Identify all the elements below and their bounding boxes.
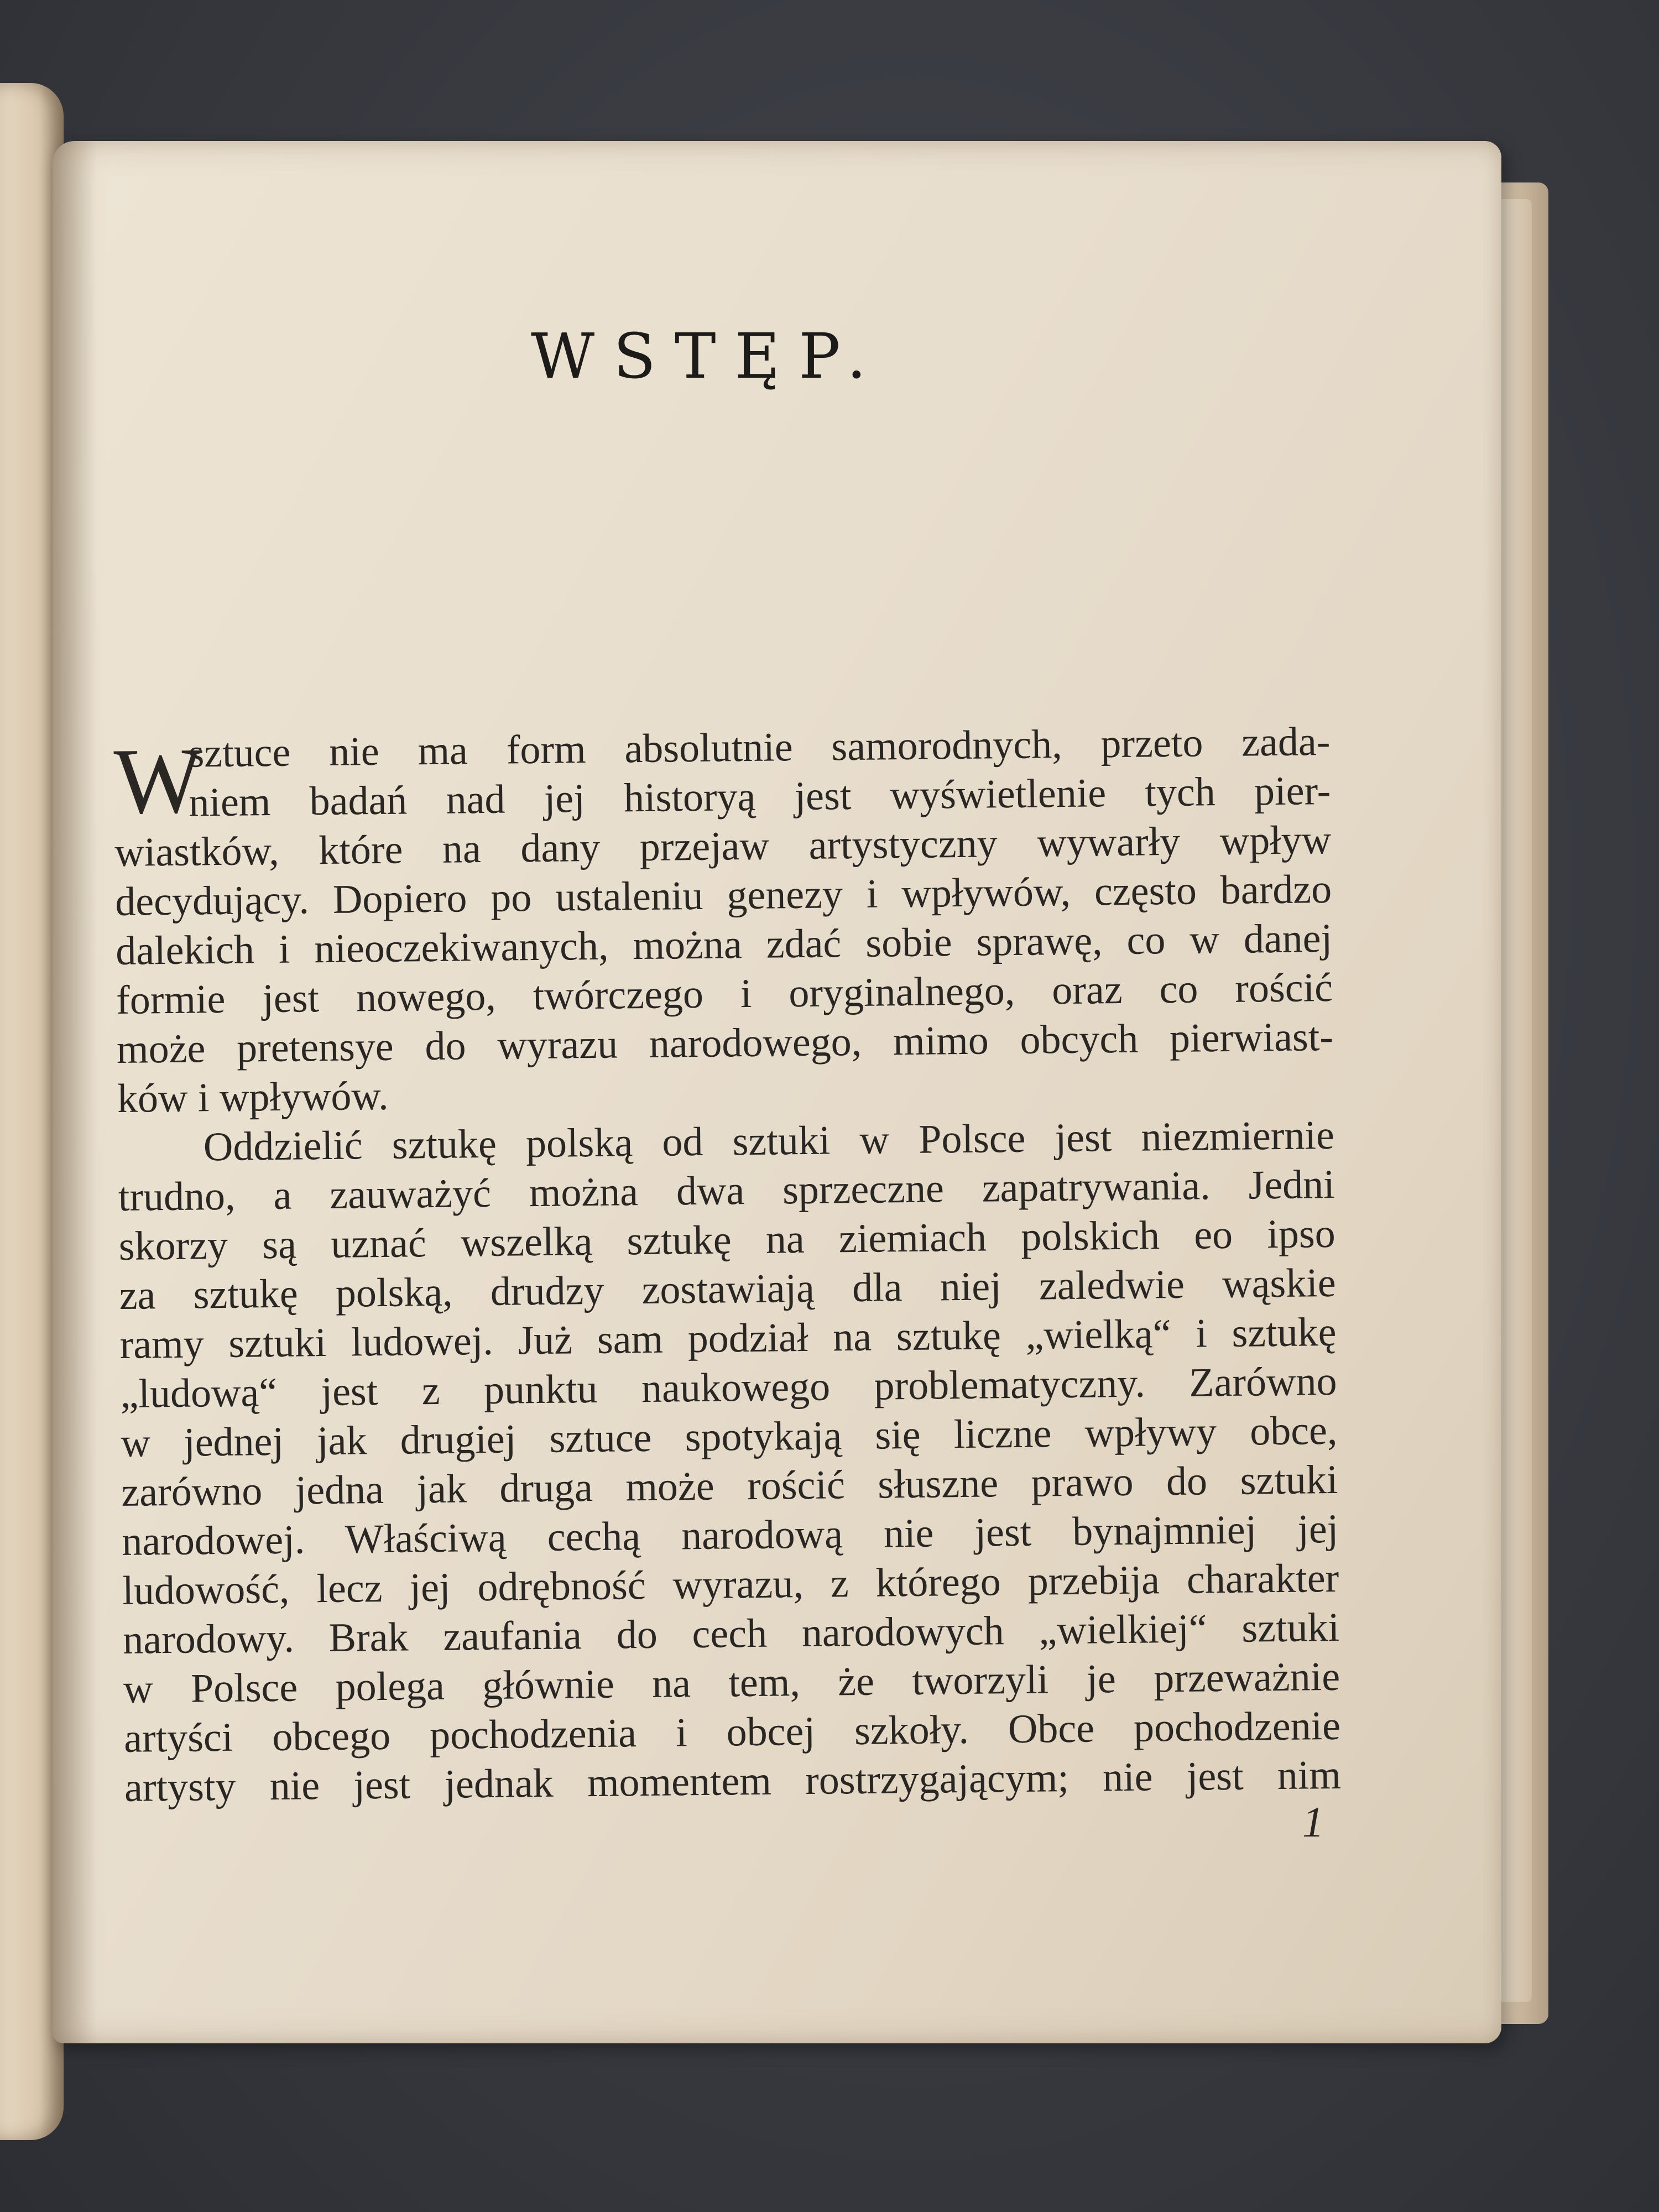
text-line: ków i wpływów.: [117, 1073, 389, 1121]
page-number: 1: [1302, 1798, 1324, 1846]
text-line: za sztukę polską, drudzy zostawiają dla niej zaledwie wąskie: [119, 1260, 1337, 1318]
text-line: niem badań nad jej historyą jest wyświetlenie tych pier-: [188, 768, 1331, 826]
text-line: decydujący. Dopiero po ustaleniu genezy i wpływów, często bardzo: [114, 866, 1332, 925]
text-line: sztuce nie ma form absolutnie samorodnych, przeto zada-: [188, 718, 1331, 776]
text-line: dalekich i nieoczekiwanych, można zdać sobie sprawę, co w danej: [115, 915, 1333, 974]
text-line: formie jest nowego, twórczego i oryginalnego, oraz co rościć: [116, 964, 1333, 1023]
text-line: ludowość, lecz jej odrębność wyrazu, z którego przebija charakter: [122, 1555, 1339, 1614]
text-line: może pretensye do wyrazu narodowego, mimo obcych pierwiast-: [116, 1014, 1334, 1072]
drop-cap: W: [113, 728, 204, 833]
text-line: artysty nie jest jednak momentem rostrzygającym; nie jest nim: [124, 1752, 1342, 1811]
text-line: narodowej. Właściwą cechą narodową nie jest bynajmniej jej: [121, 1506, 1339, 1564]
text-line: artyści obcego pochodzenia i obcej szkoły. Obce pochodzenie: [123, 1703, 1341, 1761]
text-line: w Polsce polega głównie na tem, że tworzyli je przeważnie: [123, 1653, 1340, 1712]
page-gutter-shadow: [53, 141, 97, 2043]
text-line: Oddzielić sztukę polską od sztuki w Polsce jest niezmiernie: [203, 1112, 1335, 1170]
paragraph-2: [117, 1111, 1341, 1813]
chapter-heading: WSTĘP.: [531, 321, 885, 393]
text-line: skorzy są uznać wszelką sztukę na ziemiach polskich eo ipso: [118, 1211, 1336, 1269]
text-line: „ludową“ jest z punktu naukowego problematyczny. Zarówno: [120, 1358, 1337, 1417]
paragraph-1: [113, 717, 1334, 1124]
text-line: narodowy. Brak zaufania do cech narodowych „wielkiej“ sztuki: [122, 1604, 1340, 1663]
text-line: wiastków, które na dany przejaw artystyczny wywarły wpływ: [114, 817, 1332, 875]
text-line: zarówno jedna jak druga może rościć słuszne prawo do sztuki: [121, 1457, 1338, 1515]
body-text: [113, 717, 1341, 1813]
text-line: trudno, a zauważyć można dwa sprzeczne zapatrywania. Jedni: [118, 1161, 1335, 1220]
text-line: ramy sztuki ludowej. Już sam podział na sztukę „wielką“ i sztukę: [119, 1309, 1337, 1368]
text-line: w jednej jak drugiej sztuce spotykają się liczne wpływy obce,: [121, 1407, 1338, 1466]
